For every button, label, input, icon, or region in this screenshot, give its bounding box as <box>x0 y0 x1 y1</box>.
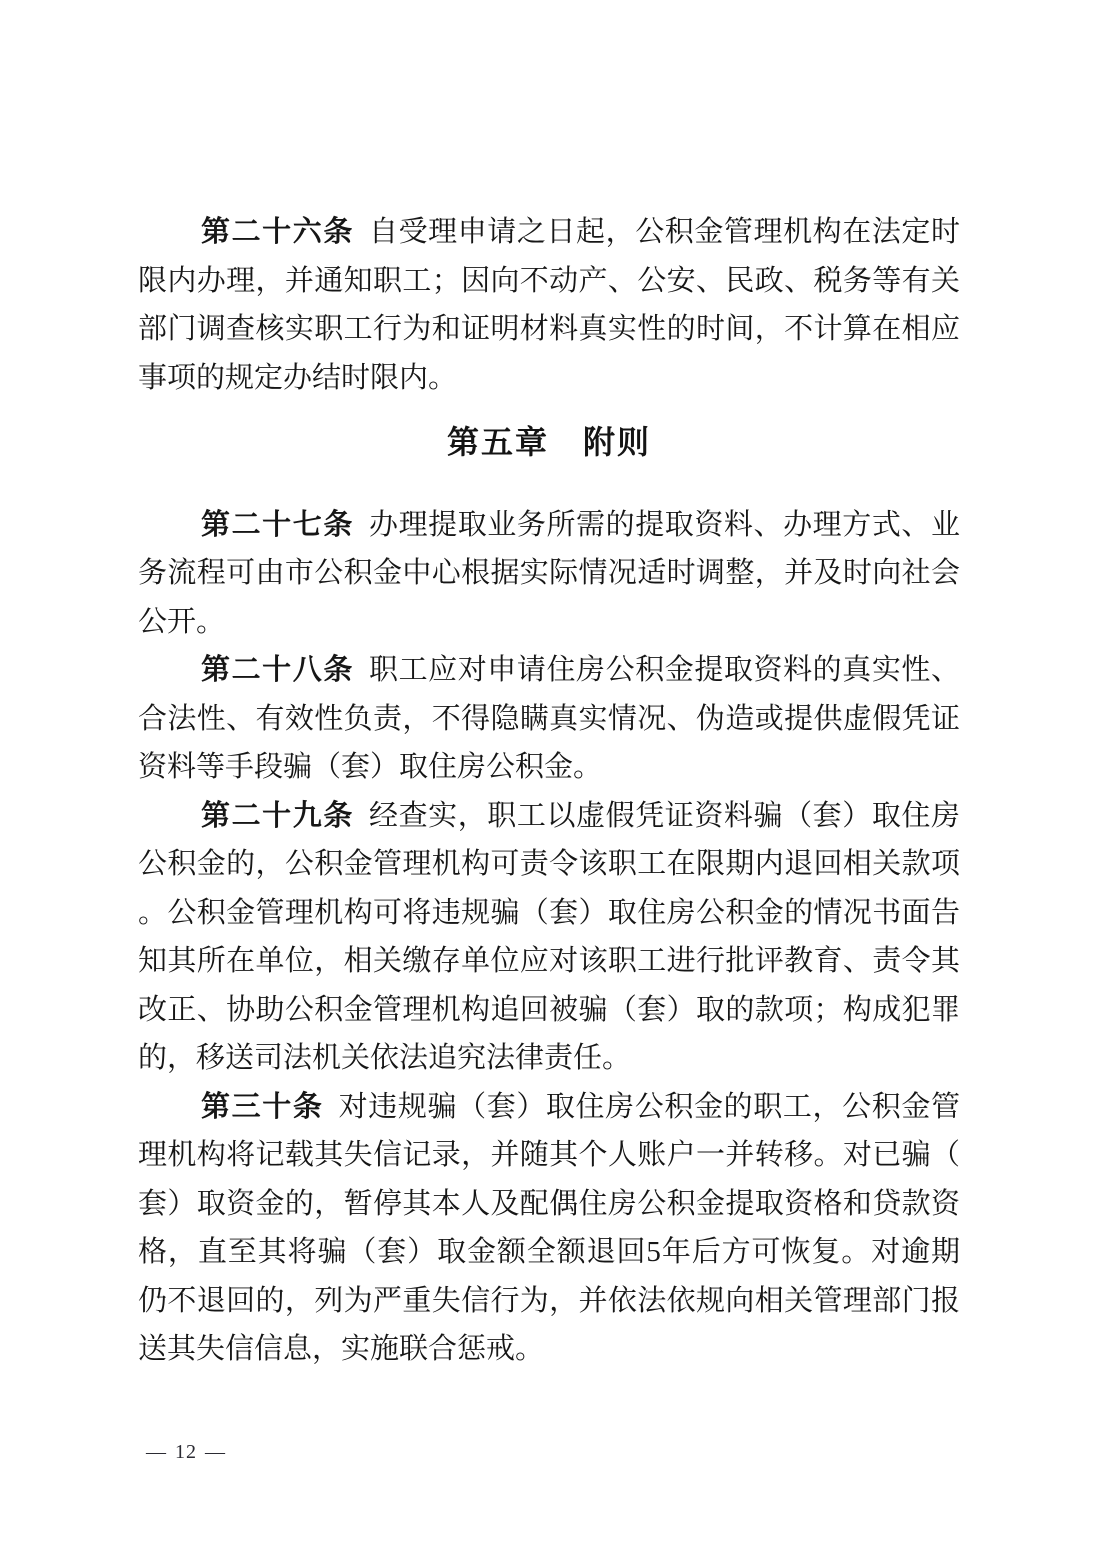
article-text-line: 公积金的，公积金管理机构可责令该职工在限期内退回相关款项 <box>138 848 960 880</box>
article-first-line: 第三十条 对违规骗（套）取住房公积金的职工，公积金管 <box>201 1090 960 1123</box>
article-text-line: 公开。 <box>138 605 226 638</box>
article-text-line: 资料等手段骗（套）取住房公积金。 <box>138 751 603 783</box>
article-first-line: 第二十七条 办理提取业务所需的提取资料、办理方式、业 <box>201 508 960 541</box>
article-first-line: 第二十六条 自受理申请之日起，公积金管理机构在法定时 <box>201 216 960 248</box>
article-number-label: 第三十条 <box>201 1090 324 1123</box>
footer-dash-left: — <box>146 1441 167 1463</box>
article-text-line: 格，直至其将骗（套）取金额全额退回5年后方可恢复。对逾期 <box>138 1236 960 1268</box>
article-text-line: 事项的规定办结时限内。 <box>138 361 458 394</box>
document-body <box>138 208 960 1374</box>
page-footer <box>146 1441 226 1464</box>
article-text-line: 改正、协助公积金管理机构追回被骗（套）取的款项；构成犯罪 <box>138 993 960 1026</box>
article-text-line: 的，移送司法机关依法追究法律责任。 <box>138 1042 632 1074</box>
article-text-line: 部门调查核实职工行为和证明材料真实性的时间，不计算在相应 <box>138 313 960 345</box>
article-text-line: 限内办理，并通知职工；因向不动产、公安、民政、税务等有关 <box>138 264 960 297</box>
article-text-line: 仍不退回的，列为严重失信行为，并依法依规向相关管理部门报 <box>138 1284 960 1317</box>
article-text-line: 送其失信信息，实施联合惩戒。 <box>138 1333 545 1365</box>
article-text-line: 套）取资金的，暂停其本人及配偶住房公积金提取资格和贷款资 <box>138 1187 960 1220</box>
article-text-line: 合法性、有效性负责，不得隐瞒真实情况、伪造或提供虚假凭证 <box>138 702 960 735</box>
article-first-line: 第二十八条 职工应对申请住房公积金提取资料的真实性、 <box>201 654 960 686</box>
article-text-line: 知其所在单位，相关缴存单位应对该职工进行批评教育、责令其 <box>138 945 960 977</box>
article-number-label: 第二十七条 <box>201 508 354 541</box>
article-text-line: 。公积金管理机构可将违规骗（套）取住房公积金的情况书面告 <box>138 896 960 929</box>
article-number-label: 第二十八条 <box>201 654 354 686</box>
article-first-line: 第二十九条 经查实，职工以虚假凭证资料骗（套）取住房 <box>201 799 960 832</box>
article-text-line: 务流程可由市公积金中心根据实际情况适时调整，并及时向社会 <box>138 557 960 589</box>
chapter-heading: 第五章 附则 <box>446 424 651 460</box>
page-number: 12 <box>175 1441 197 1463</box>
article-number-label: 第二十六条 <box>201 216 354 248</box>
footer-dash-right: — <box>205 1441 226 1463</box>
article-text-line: 理机构将记载其失信记录，并随其个人账户一并转移。对已骗（ <box>138 1139 960 1171</box>
article-number-label: 第二十九条 <box>201 799 354 832</box>
